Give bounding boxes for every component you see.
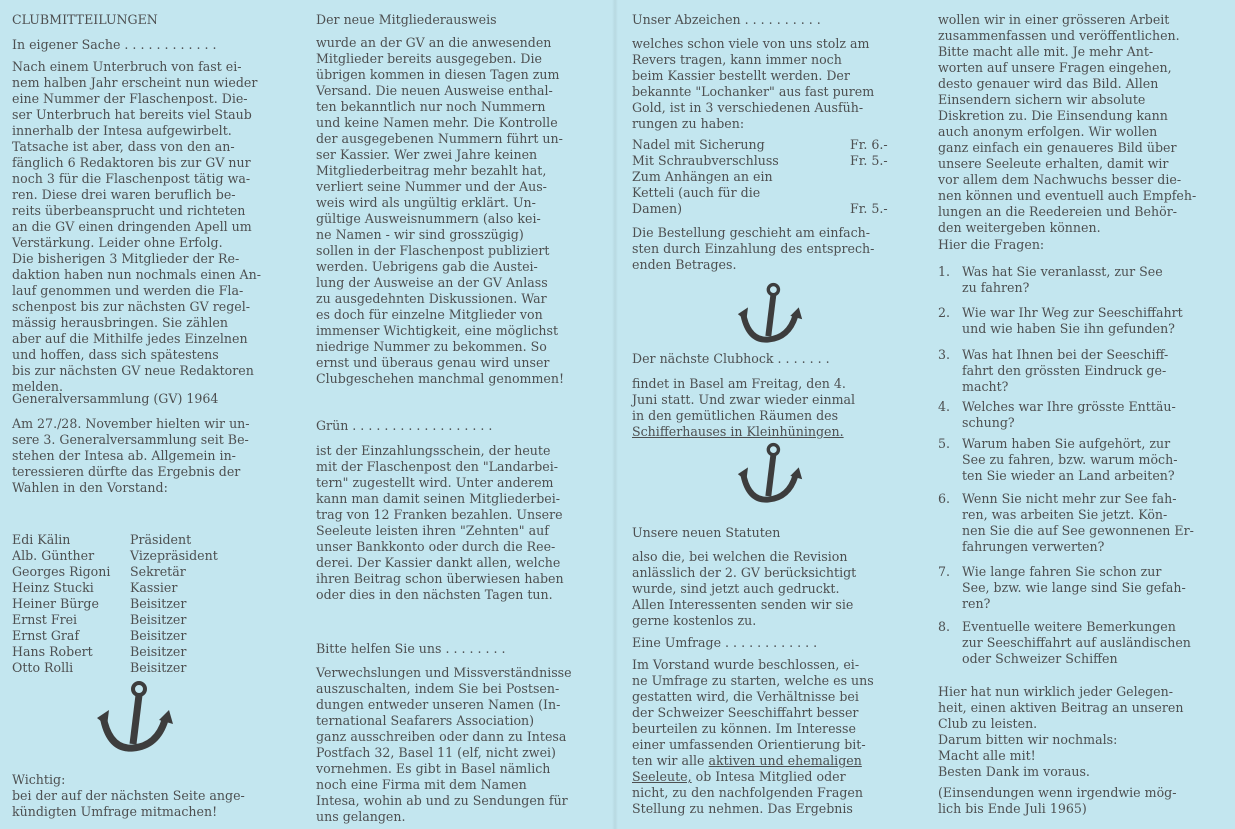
text-line: Club zu leisten. [938, 716, 1038, 731]
text-line: vor allem dem Nachwuchs besser die- [938, 172, 1182, 187]
text-line: ernst und überaus genau wird unser [316, 355, 550, 370]
board-row [12, 532, 192, 548]
text-line: verliert seine Nummer und der Aus- [316, 179, 547, 194]
text-line: nen können und eventuell auch Empfeh- [938, 188, 1197, 203]
text-line: Intesa, wohin ab und zu Sendungen für [316, 793, 568, 808]
paragraph-generalversammlung [12, 416, 250, 496]
text-line: nem halben Jahr erscheint nun wieder [12, 75, 258, 90]
member-role: Sekretär [130, 564, 186, 579]
member-role: Beisitzer [130, 628, 187, 643]
text-line: Die Bestellung geschieht am einfach- [632, 225, 871, 240]
question-number: 3. [938, 347, 951, 362]
text-line: zur Seeschiffahrt auf ausländischen [962, 635, 1191, 650]
text-line: sere 3. Generalversammlung seit Be- [12, 432, 249, 447]
text-line: ten Sie wieder an Land arbeiten? [962, 468, 1175, 483]
member-name: Heiner Bürge [12, 596, 99, 611]
paragraph-closing [938, 684, 1183, 780]
text-line: und hoffen, dass sich spätestens [12, 347, 219, 362]
page-fold [612, 0, 618, 829]
text-line: Seeleute leisten ihren "Zehnten" auf [316, 523, 549, 538]
text-line: einer umfassenden Orientierung bit- [632, 737, 866, 752]
text-line: schung? [962, 415, 1015, 430]
price-value: Fr. 6.- [850, 137, 888, 152]
member-role: Kassier [130, 580, 178, 595]
text-line: unser Bankkonto oder durch die Ree- [316, 539, 556, 554]
text-line: ne Umfrage zu starten, welche es uns [632, 673, 874, 688]
text-line: lauf genommen und werden die Fla- [12, 283, 244, 298]
member-role: Beisitzer [130, 660, 187, 675]
text-line: ren? [962, 596, 991, 611]
paragraph-eigener-sache [12, 59, 261, 395]
text-line: werden. Uebrigens gab die Austei- [316, 259, 538, 274]
paragraph-gruen [316, 443, 564, 603]
text-line: nicht, zu den nachfolgenden Fragen [632, 785, 863, 800]
text-line: ganz ausschreiben oder dann zu Intesa [316, 729, 567, 744]
text-line: desto genauer wird das Bild. Allen [938, 76, 1159, 91]
section-heading-umfrage: Eine Umfrage . . . . . . . . . . . . [632, 635, 818, 650]
text-line: Wie war Ihr Weg zur Seeschiffahrt [962, 305, 1183, 320]
text-line: Diskretion zu. Die Einsendung kann [938, 108, 1168, 123]
text-line: See, bzw. wie lange sind Sie gefah- [962, 580, 1186, 595]
text-line: ser Unterbruch hat bereits viel Staub [12, 107, 252, 122]
text-line: bekannte "Lochanker" aus fast purem [632, 84, 875, 99]
question-text [962, 491, 1194, 555]
member-name: Ernst Frei [12, 612, 78, 627]
text-line: gestatten wird, die Verhältnisse bei [632, 689, 859, 704]
text-line: niedrige Nummer zu bekommen. So [316, 339, 547, 354]
text-line: wurde an der GV an die anwesenden [316, 35, 552, 50]
question-number: 8. [938, 619, 951, 634]
underlined-text: aktiven und ehemaligen [708, 753, 862, 768]
text-line: Postfach 32, Basel 11 (elf, nicht zwei) [316, 745, 556, 760]
member-role: Beisitzer [130, 612, 187, 627]
question-text [962, 436, 1177, 484]
question-number: 6. [938, 491, 951, 506]
question-text [962, 564, 1186, 612]
text-line: daktion haben nun nochmals einen An- [12, 267, 261, 282]
price-item: Mit Schraubverschluss [632, 153, 779, 168]
underlined-text: Seeleute, [632, 769, 692, 784]
text: ten wir alle [632, 753, 709, 768]
paragraph-bestellung [632, 225, 874, 273]
price-item: Ketteli (auch für die [632, 185, 761, 200]
text-line: Mitglieder bereits ausgegeben. Die [316, 51, 542, 66]
question-number: 1. [938, 264, 951, 279]
text-line: bis zur nächsten GV neue Redaktoren [12, 363, 254, 378]
board-row [12, 596, 187, 612]
text-line: worten auf unsere Fragen eingehen, [938, 60, 1172, 75]
price-row [632, 185, 760, 201]
text-line: melden. [12, 379, 64, 394]
text-line: Wenn Sie nicht mehr zur See fah- [962, 491, 1177, 506]
question-text [962, 264, 1163, 296]
member-name: Alb. Günther [12, 548, 95, 563]
umfrage-line-8 [632, 769, 846, 785]
board-row [12, 580, 178, 596]
section-heading-clubhock: Der nächste Clubhock . . . . . . . [632, 351, 830, 366]
text-line: wollen wir in einer grösseren Arbeit [938, 12, 1170, 27]
paragraph-bitte-helfen [316, 665, 572, 825]
text: ob Intesa Mitglied oder [691, 769, 846, 784]
text-line: Revers tragen, kann immer noch [632, 52, 842, 67]
text-line: mässig herausbringen. Sie zählen [12, 315, 228, 330]
question-text [962, 399, 1176, 431]
text-line: Hier hat nun wirklich jeder Gelegen- [938, 684, 1173, 699]
text-line: sten durch Einzahlung des entsprech- [632, 241, 875, 256]
question-text [962, 347, 1168, 395]
text-line: Welches war Ihre grösste Enttäu- [962, 399, 1176, 414]
paragraph-clubhock [632, 376, 855, 424]
text-line: zusammenfassen und veröffentlichen. [938, 28, 1180, 43]
text-line: lich bis Ende Juli 1965) [938, 801, 1087, 816]
text-line: ihren Beitrag schon überwiesen haben [316, 571, 564, 586]
text-line: Die bisherigen 3 Mitglieder der Re- [12, 251, 240, 266]
section-heading-generalversammlung: Generalversammlung (GV) 1964 [12, 391, 219, 406]
text-line: und keine Namen mehr. Die Kontrolle [316, 115, 558, 130]
text-line: sollen in der Flaschenpost publiziert [316, 243, 550, 258]
text-line: Wichtig: [12, 772, 66, 787]
text-line: lungen an die Reedereien und Behör- [938, 204, 1177, 219]
text-line: gültige Ausweisnummern (also kei- [316, 211, 541, 226]
price-row [632, 137, 888, 153]
text-line: nen Sie die auf See gewonnenen Er- [962, 523, 1194, 538]
question-text [962, 305, 1183, 337]
price-item: Damen) [632, 201, 683, 216]
text-line: enden Betrages. [632, 257, 737, 272]
paragraph-wichtig [12, 772, 245, 820]
text-line: trag von 12 Franken bezahlen. Unsere [316, 507, 563, 522]
text-line: oder Schweizer Schiffen [962, 651, 1118, 666]
text-line: noch eine Firma mit dem Namen [316, 777, 527, 792]
text-line: ten bekanntlich nur noch Nummern [316, 99, 546, 114]
text-line: ren, was arbeiten Sie jetzt. Kön- [962, 507, 1168, 522]
text-line: beurteilen zu können. Im Interesse [632, 721, 856, 736]
text-line: fahrungen verwerten? [962, 539, 1105, 554]
price-row [632, 169, 773, 185]
text-line: beim Kassier bestellt werden. Der [632, 68, 850, 83]
text-line: aber auf die Mithilfe jedes Einzelnen [12, 331, 248, 346]
board-row [12, 660, 187, 676]
text-line: Wie lange fahren Sie schon zur [962, 564, 1162, 579]
text-line: derei. Der Kassier dankt allen, welche [316, 555, 561, 570]
text-line: innerhalb der Intesa aufgewirbelt. [12, 123, 232, 138]
text-line: Verstärkung. Leider ohne Erfolg. [12, 235, 223, 250]
text-line: Allen Interessenten senden wir sie [632, 597, 854, 612]
text-line: bei der auf der nächsten Seite ange- [12, 788, 245, 803]
text-line: Macht alle mit! [938, 748, 1036, 763]
text-line: eine Nummer der Flaschenpost. Die- [12, 91, 248, 106]
text-line: Verwechslungen und Missverständnisse [316, 665, 572, 680]
text-line: auch anonym erfolgen. Wir wollen [938, 124, 1158, 139]
section-heading-abzeichen: Unser Abzeichen . . . . . . . . . . [632, 12, 821, 27]
text-line: Am 27./28. November hielten wir un- [12, 416, 250, 431]
text-line: Versand. Die neuen Ausweise enthal- [316, 83, 553, 98]
text-line: ren. Diese drei waren beruflich be- [12, 187, 236, 202]
text-line: findet in Basel am Freitag, den 4. [632, 376, 846, 391]
text-line: Einsendern sichern wir absolute [938, 92, 1146, 107]
text-line: ne Namen - wir sind grosszügig) [316, 227, 524, 242]
page-title: CLUBMITTEILUNGEN [12, 12, 158, 27]
text-line: tern" zugestellt wird. Unter anderem [316, 475, 554, 490]
text-line: fänglich 6 Redaktoren bis zur GV nur [12, 155, 251, 170]
paragraph-umfrage [632, 657, 874, 753]
text-line: Im Vorstand wurde beschlossen, ei- [632, 657, 860, 672]
text-line: unsere Seeleute erhalten, damit wir [938, 156, 1169, 171]
text-line: Bitte macht alle mit. Je mehr Ant- [938, 44, 1154, 59]
section-heading-bitte-helfen: Bitte helfen Sie uns . . . . . . . . [316, 641, 506, 656]
member-role: Vizepräsident [130, 548, 218, 563]
anchor-icon [730, 442, 810, 508]
text-line: wurde, sind jetzt auch gedruckt. [632, 581, 840, 596]
text-line: dungen entweder unseren Namen (In- [316, 697, 561, 712]
anchor-icon [730, 282, 810, 348]
text-line: ist der Einzahlungsschein, der heute [316, 443, 551, 458]
text-line: übrigen kommen in diesen Tagen zum [316, 67, 560, 82]
question-number: 7. [938, 564, 951, 579]
board-row [12, 644, 187, 660]
member-name: Georges Rigoni [12, 564, 111, 579]
member-name: Heinz Stucki [12, 580, 94, 595]
section-heading-eigener-sache: In eigener Sache . . . . . . . . . . . . [12, 37, 217, 52]
member-role: Beisitzer [130, 596, 187, 611]
paragraph-mitgliederausweis [316, 35, 564, 387]
text-line: kündigten Umfrage mitmachen! [12, 804, 218, 819]
price-item: Zum Anhängen an ein [632, 169, 773, 184]
text-line: Clubgeschehen manchmal genommen! [316, 371, 565, 386]
text-line: also die, bei welchen die Revision [632, 549, 848, 564]
text-line: kann man damit seinen Mitgliederbei- [316, 491, 561, 506]
text-line: der Schweizer Seeschiffahrt besser [632, 705, 859, 720]
text-line: rungen zu haben: [632, 116, 745, 131]
question-text [962, 619, 1191, 667]
paragraph-umfrage-intro [938, 12, 1196, 236]
paragraph-umfrage-tail [632, 785, 863, 817]
text-line: Was hat Sie veranlasst, zur See [962, 264, 1163, 279]
text-line: heit, einen aktiven Beitrag an unseren [938, 700, 1184, 715]
member-name: Edi Kälin [12, 532, 71, 547]
text-line: reits überbeansprucht und richteten [12, 203, 246, 218]
text-line: See zu fahren, bzw. warum möch- [962, 452, 1178, 467]
board-row [12, 628, 187, 644]
text-line: anlässlich der 2. GV berücksichtigt [632, 565, 857, 580]
paragraph-statuten [632, 549, 856, 629]
clubhock-location: Schifferhauses in Kleinhüningen. [632, 424, 844, 439]
text-line: Was hat Ihnen bei der Seeschiff- [962, 347, 1169, 362]
text-line: an die GV einen dringenden Apell um [12, 219, 252, 234]
board-row [12, 564, 186, 580]
price-value: Fr. 5.- [850, 153, 888, 168]
member-name: Otto Rolli [12, 660, 74, 675]
member-name: Hans Robert [12, 644, 93, 659]
price-value: Fr. 5.- [850, 201, 888, 216]
section-heading-fragen: Hier die Fragen: [938, 237, 1045, 252]
section-heading-statuten: Unsere neuen Statuten [632, 525, 781, 540]
text-line: Darum bitten wir nochmals: [938, 732, 1118, 747]
question-number: 5. [938, 436, 951, 451]
member-role: Beisitzer [130, 644, 187, 659]
text-line: und wie haben Sie ihn gefunden? [962, 321, 1175, 336]
price-row [632, 201, 888, 217]
text-line: (Einsendungen wenn irgendwie mög- [938, 785, 1177, 800]
paragraph-footnote [938, 785, 1176, 817]
text-line: Warum haben Sie aufgehört, zur [962, 436, 1171, 451]
board-row [12, 612, 187, 628]
paragraph-abzeichen [632, 36, 874, 132]
anchor-icon [95, 680, 175, 758]
question-number: 2. [938, 305, 951, 320]
text-line: Stellung zu nehmen. Das Ergebnis [632, 801, 853, 816]
text-line: weis wird als ungültig erklärt. Un- [316, 195, 536, 210]
text-line: fahrt den grössten Eindruck ge- [962, 363, 1167, 378]
text-line: stehen der Intesa ab. Allgemein in- [12, 448, 236, 463]
text-line: welches schon viele von uns stolz am [632, 36, 870, 51]
text-line: Mitgliederbeitrag mehr bezahlt hat, [316, 163, 547, 178]
question-number: 4. [938, 399, 951, 414]
text-line: ganz einfach ein genaueres Bild über [938, 140, 1177, 155]
text-line: teressieren dürfte das Ergebnis der [12, 464, 241, 479]
text-line: noch 3 für die Flaschenpost tätig wa- [12, 171, 251, 186]
text-line: ser Kassier. Wer zwei Jahre keinen [316, 147, 538, 162]
text-line: macht? [962, 379, 1009, 394]
text-line: immenser Wichtigkeit, eine möglichst [316, 323, 559, 338]
text-line: Besten Dank im voraus. [938, 764, 1090, 779]
text-line: ternational Seafarers Association) [316, 713, 535, 728]
section-heading-mitgliederausweis: Der neue Mitgliederausweis [316, 12, 497, 27]
text-line: Gold, ist in 3 verschiedenen Ausfüh- [632, 100, 864, 115]
text-line: lung der Ausweise an der GV Anlass [316, 275, 548, 290]
text-line: Wahlen in den Vorstand: [12, 480, 168, 495]
text-line: Nach einem Unterbruch von fast ei- [12, 59, 242, 74]
text-line: vornehmen. Es gibt in Basel nämlich [316, 761, 551, 776]
text-line: gerne kostenlos zu. [632, 613, 757, 628]
price-row [632, 153, 888, 169]
text-line: den weitergeben können. [938, 220, 1101, 235]
board-row [12, 548, 218, 564]
price-item: Nadel mit Sicherung [632, 137, 765, 152]
text-line: Tatsache ist aber, dass von den an- [12, 139, 235, 154]
text-line: uns gelangen. [316, 809, 406, 824]
text-line: auszuschalten, indem Sie bei Postsen- [316, 681, 560, 696]
section-heading-gruen: Grün . . . . . . . . . . . . . . . . . . [316, 418, 493, 433]
text-line: Juni statt. Und zwar wieder einmal [632, 392, 856, 407]
text-line: der ausgegebenen Nummern führt un- [316, 131, 563, 146]
text-line: zu ausgedehnten Diskussionen. War [316, 291, 547, 306]
text-line: mit der Flaschenpost den "Landarbei- [316, 459, 558, 474]
text-line: oder dies in den nächsten Tagen tun. [316, 587, 553, 602]
text-line: schenpost bis zur nächsten GV regel- [12, 299, 250, 314]
member-name: Ernst Graf [12, 628, 80, 643]
text-line: in den gemütlichen Räumen des [632, 408, 839, 423]
member-role: Präsident [130, 532, 192, 547]
text-line: Eventuelle weitere Bemerkungen [962, 619, 1176, 634]
text-line: zu fahren? [962, 280, 1030, 295]
umfrage-line-7 [632, 753, 862, 769]
text-line: es doch für einzelne Mitglieder von [316, 307, 543, 322]
